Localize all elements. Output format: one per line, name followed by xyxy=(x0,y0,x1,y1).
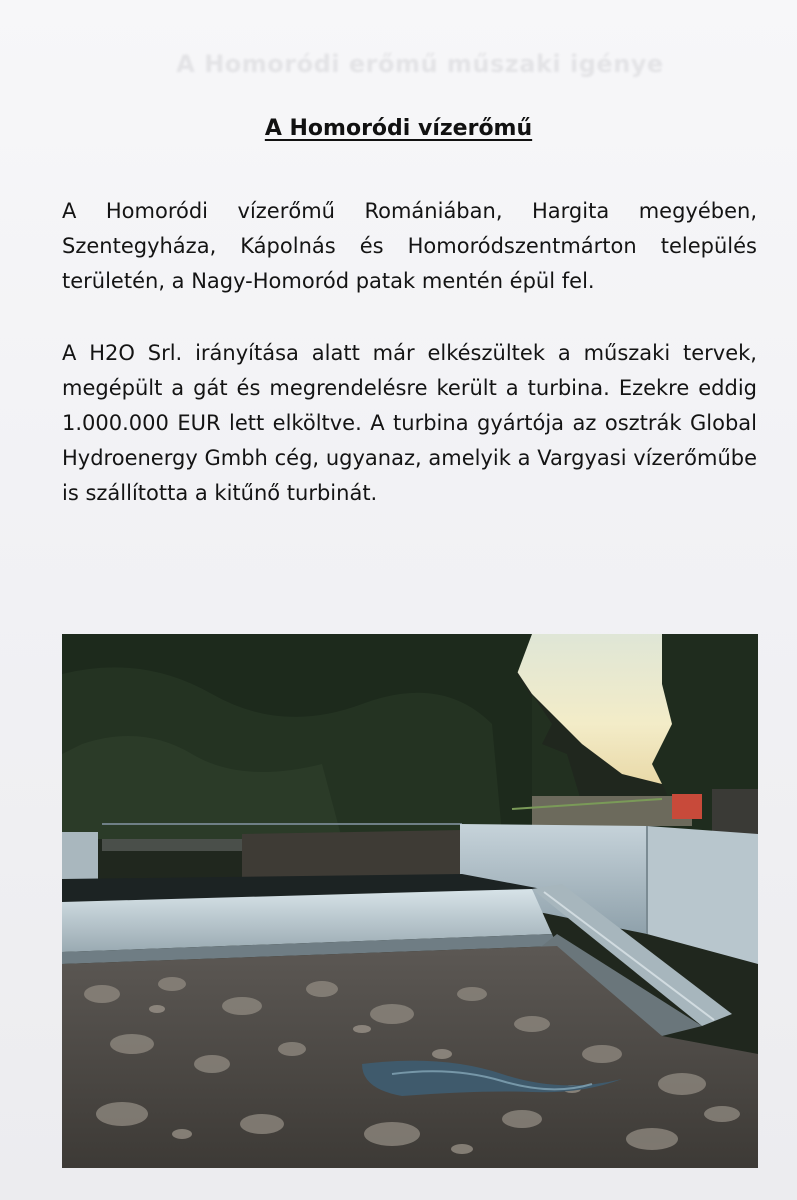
paragraph-location: A Homoródi vízerőmű Romániában, Hargita megyében, Szentegyháza, Kápolnás és Homoródszentmárton település területén, a Nagy-Homoród patak mentén épül fel. xyxy=(62,199,757,293)
page-title: A Homoródi vízerőmű xyxy=(264,116,533,141)
bleed-through-heading: A Homoródi erőmű műszaki igénye xyxy=(176,50,664,78)
dam-photo xyxy=(62,634,758,1168)
dam-photo-illustration xyxy=(62,634,758,1168)
paragraph-project-status: A H2O Srl. irányítása alatt már elkészültek a műszaki tervek, megépült a gát és megrendelésre került a turbina. Ezekre eddig 1.000.000 EUR lett elköltve. A turbina gyártója az osztrák Global Hydroenergy Gmbh cég, ugyanaz, amelyik a Vargyasi vízerőműbe is szállította a kitűnő turbinát. xyxy=(62,341,757,505)
